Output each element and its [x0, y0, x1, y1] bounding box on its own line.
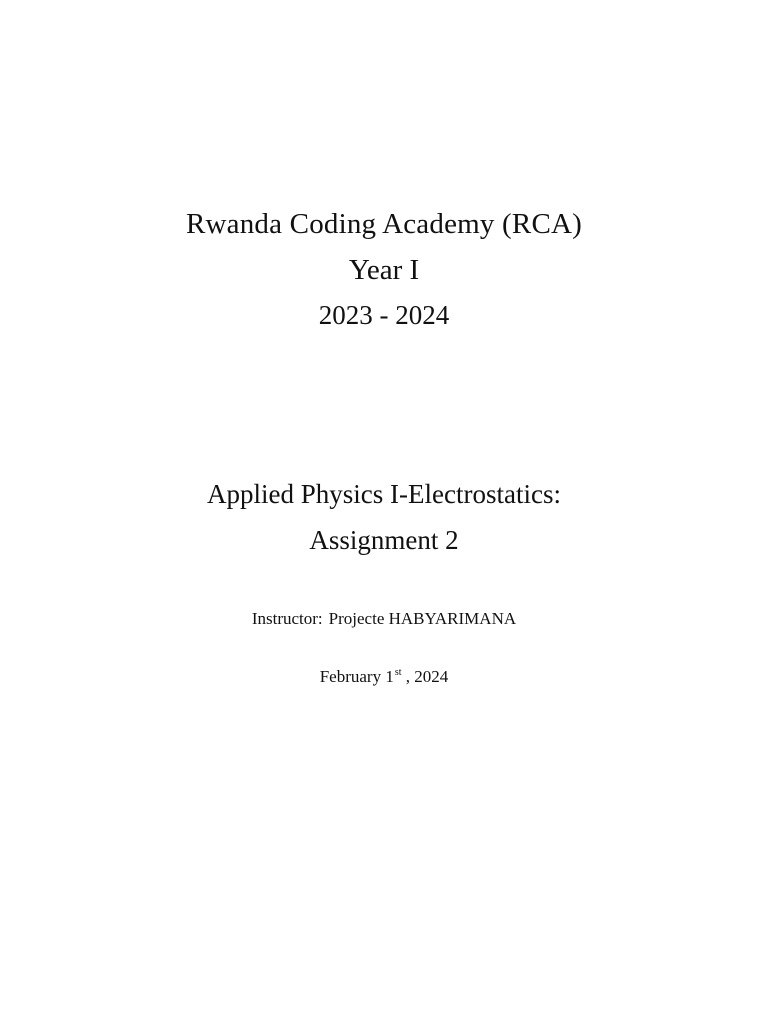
- document-date: [0, 668, 768, 685]
- academic-session: 2023 - 2024: [318, 300, 450, 330]
- instructor-name: Projecte HABYARIMANA: [328, 609, 517, 628]
- year-level: Year I: [348, 254, 420, 286]
- date-month: February: [319, 667, 382, 686]
- date-year: , 2024: [405, 667, 449, 686]
- course-title: Applied Physics I-Electrostatics:: [207, 479, 561, 509]
- instructor-label: Instructor:: [251, 609, 323, 628]
- institution-name: Rwanda Coding Academy (RCA): [185, 208, 583, 240]
- instructor-line: [0, 610, 768, 627]
- assignment-title: Assignment 2: [309, 525, 459, 555]
- date-day-suffix: st: [394, 667, 402, 678]
- date-day: 1: [385, 667, 394, 686]
